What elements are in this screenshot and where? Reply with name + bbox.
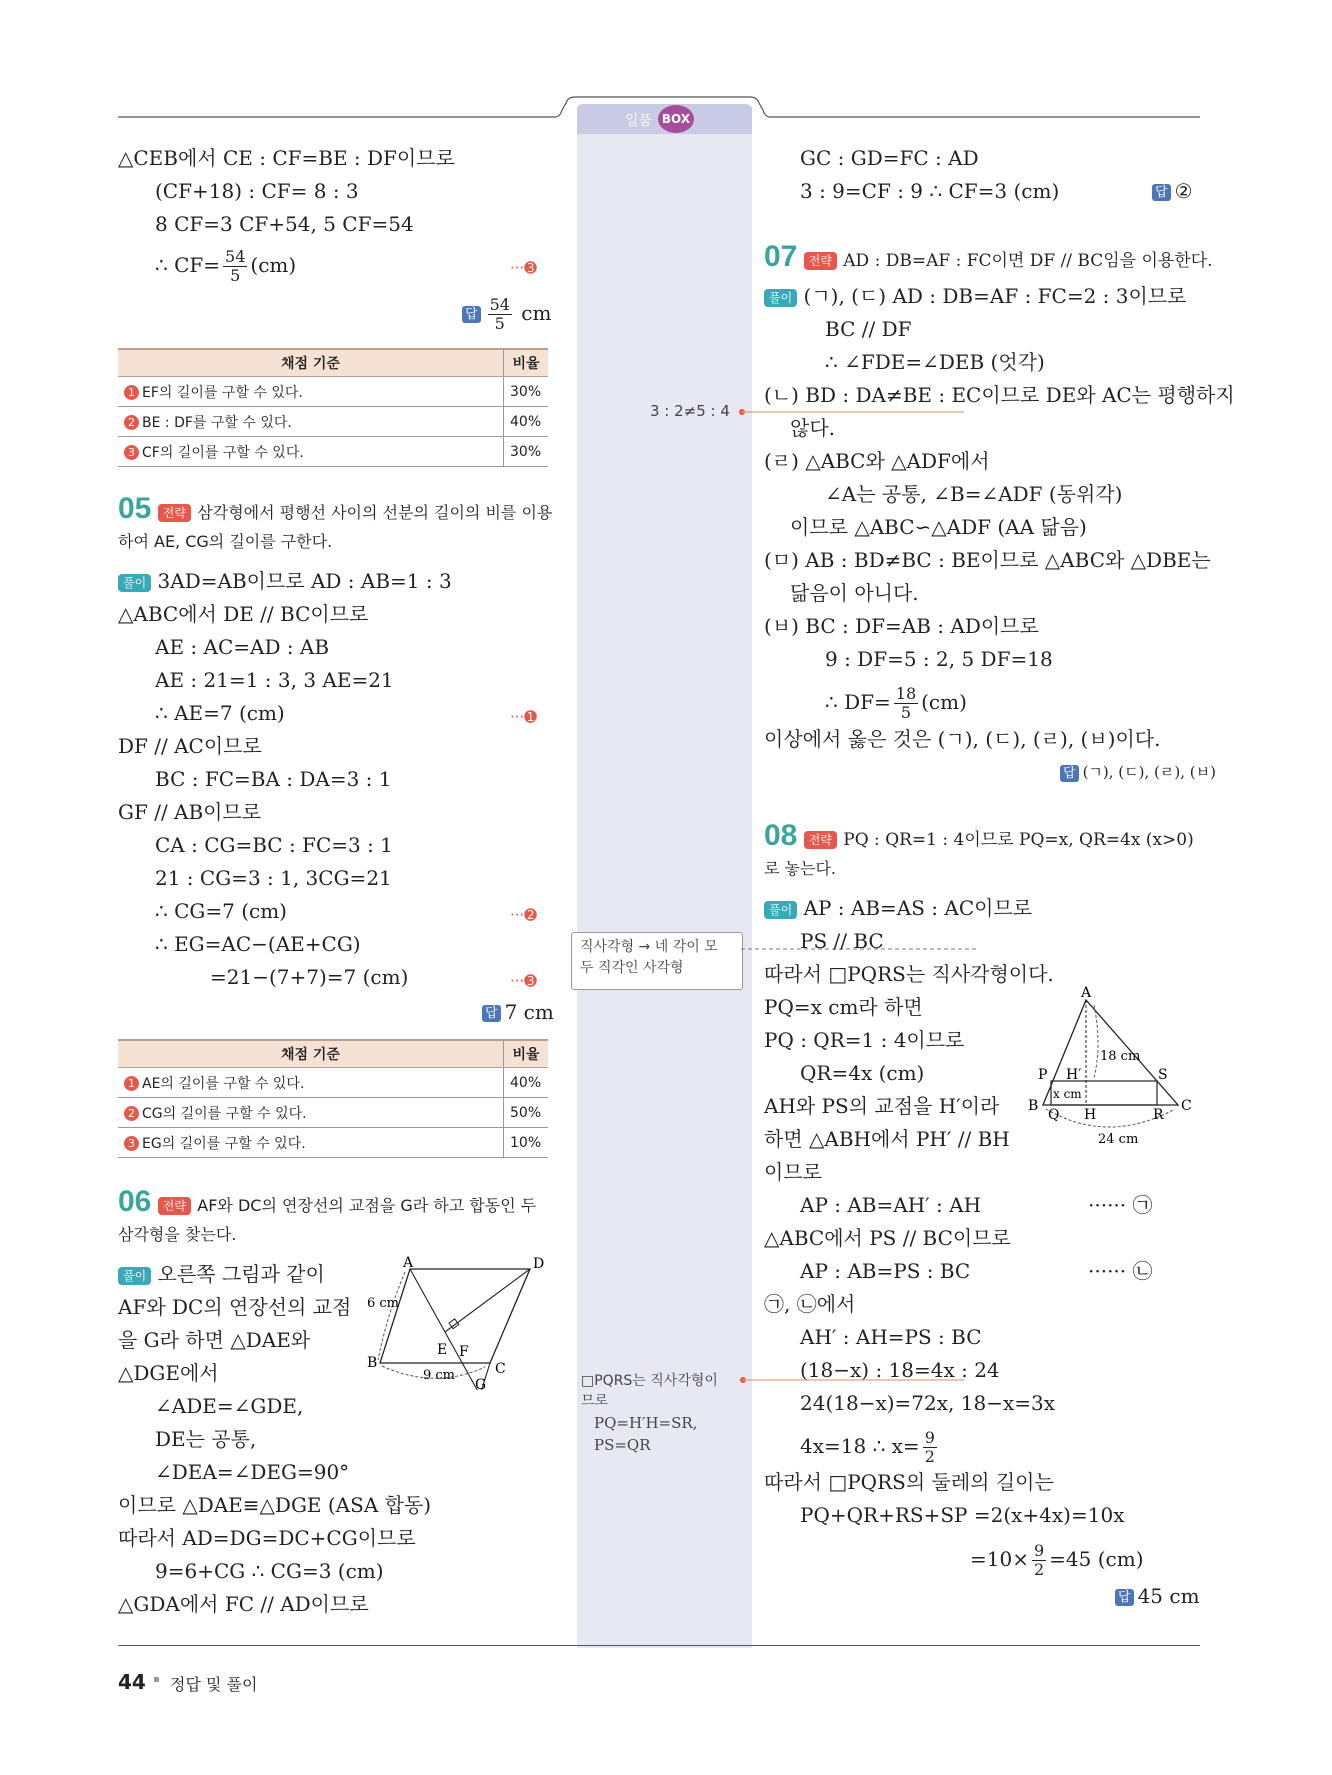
text-line: AH와 PS의 교점을 H′이라 <box>764 1094 1000 1118</box>
label-C: C <box>1181 1098 1192 1114</box>
label-A: A <box>403 1255 414 1271</box>
question-08-header: 08 전략 PQ : QR=1 : 4이므로 PQ=x, QR=4x (x>0) <box>764 819 1194 852</box>
text-line: 이상에서 옳은 것은 (ㄱ), (ㄷ), (ㄹ), (ㅂ)이다. <box>764 727 1161 751</box>
step-marker-2: ···➋ <box>510 906 537 924</box>
text-line: 8 CF=3 CF+54, 5 CF=54 <box>155 212 414 236</box>
text-line: (18−x) : 18=4x : 24 <box>800 1358 1000 1382</box>
label-18cm: 18 cm <box>1100 1049 1141 1064</box>
text-line: 풀이 (ㄱ), (ㄷ) AD : DB=AF : FC=2 : 3이므로 <box>764 284 1186 308</box>
text-line: CA : CG=BC : FC=3 : 1 <box>155 833 393 857</box>
equation-tag: ······ ㉠ <box>1088 1193 1153 1217</box>
parallelogram-figure <box>365 1255 555 1390</box>
question-07-header: 07 전략 AD : DB=AF : FC이면 DF // BC임을 이용한다. <box>764 240 1213 273</box>
text-line: DE는 공통, <box>155 1427 257 1451</box>
label-Q: Q <box>1048 1107 1060 1123</box>
text-line: 닮음이 아니다. <box>790 581 919 605</box>
text-line: (ㅂ) BC : DF=AB : AD이므로 <box>764 614 1039 638</box>
answer-tag: 답 <box>462 306 481 323</box>
step-marker-3: ···➌ <box>510 259 537 277</box>
text-line: ∴ DF= $\frac{18}{5}$ (cm) <box>825 684 967 722</box>
equation-tag: ······ ㉡ <box>1088 1259 1153 1283</box>
label-R: R <box>1153 1107 1164 1123</box>
text-line: 4x=18 ∴ x= $\frac{9}{2}$ <box>800 1428 935 1466</box>
text-line: △GDA에서 FC // AD이므로 <box>118 1592 369 1616</box>
text-line: PS // BC <box>800 929 884 953</box>
grading-table-1: 채점 기준 비율 1 EF의 길이를 구할 수 있다. 30% 2 BE : DF를 구할 수 있다. 40% 3 CF의 길이를 구할 수 있다. 30% <box>118 348 548 467</box>
triangle-rectangle-figure <box>1028 985 1198 1150</box>
text-line: △ABC에서 PS // BC이므로 <box>764 1226 1011 1250</box>
label-E: E <box>437 1342 448 1358</box>
label-S: S <box>1158 1067 1168 1083</box>
grading-table-2: 채점 기준 비율 1 AE의 길이를 구할 수 있다. 40% 2 CG의 길이를 구할 수 있다. 50% 3 EG의 길이를 구할 수 있다. 10% <box>118 1039 548 1158</box>
label-C: C <box>495 1361 506 1377</box>
text-line: BC : FC=BA : DA=3 : 1 <box>155 767 392 791</box>
footer-title: 정답 및 풀이 <box>170 1675 258 1694</box>
text-line: =21−(7+7)=7 (cm) <box>210 965 409 989</box>
answer-line: 답 7 cm <box>482 1000 554 1024</box>
header-box-badge: BOX <box>658 105 694 133</box>
text-line: 9 : DF=5 : 2, 5 DF=18 <box>825 647 1053 671</box>
text-line: 24(18−x)=72x, 18−x=3x <box>800 1391 1055 1415</box>
margin-note-rect-2: 두 직각인 사각형 <box>580 960 684 976</box>
text-line: AH′ : AH=PS : BC <box>800 1325 982 1349</box>
label-Hprime: H′ <box>1066 1067 1082 1083</box>
text-line: GF // AB이므로 <box>118 800 262 824</box>
label-G: G <box>475 1377 487 1390</box>
text-line: 따라서 □PQRS의 둘레의 길이는 <box>764 1470 1054 1494</box>
strategy-text: 로 놓는다. <box>764 859 836 878</box>
text-line: 이므로 △DAE≡△DGE (ASA 합동) <box>118 1493 432 1517</box>
text-line: =10× $\frac{9}{2}$ =45 (cm) <box>970 1541 1144 1579</box>
text-line: GC : GD=FC : AD <box>800 146 979 170</box>
answer-line: 답 (ㄱ), (ㄷ), (ㄹ), (ㅂ) <box>1060 760 1216 784</box>
text-line: △CEB에서 CE : CF=BE : DF이므로 <box>118 146 455 170</box>
question-06-header: 06 전략 AF와 DC의 연장선의 교점을 G라 하고 합동인 두 <box>118 1185 537 1218</box>
text-line: ∠A는 공통, ∠B=∠ADF (동위각) <box>825 482 1123 506</box>
dimension-6cm <box>378 1272 405 1360</box>
text-line: AE : 21=1 : 3, 3 AE=21 <box>155 668 394 692</box>
step-marker-3: ···➌ <box>510 972 537 990</box>
label-6cm: 6 cm <box>367 1296 400 1311</box>
text-line: 9=6+CG ∴ CG=3 (cm) <box>155 1559 384 1583</box>
footer-bullet <box>154 1677 159 1682</box>
text-line: AF와 DC의 연장선의 교점 <box>118 1295 352 1319</box>
label-9cm: 9 cm <box>423 1368 456 1383</box>
text-line: PQ=x cm라 하면 <box>764 995 923 1019</box>
text-line: DF // AC이므로 <box>118 734 262 758</box>
text-line: ∴ EG=AC−(AE+CG) <box>155 932 361 956</box>
text-line: (CF+18) : CF= 8 : 3 <box>155 179 359 203</box>
text-line: PQ+QR+RS+SP =2(x+4x)=10x <box>800 1503 1125 1527</box>
text-line: ㉠, ㉡에서 <box>764 1292 856 1316</box>
label-A: A <box>1081 985 1092 1001</box>
label-B: B <box>367 1355 378 1371</box>
text-line: PQ : QR=1 : 4이므로 <box>764 1028 965 1052</box>
text-line: 않다. <box>790 416 835 440</box>
text-line: ∴ CF= $\frac{54}{5}$ (cm) <box>155 247 297 285</box>
text-line: ∴ ∠FDE=∠DEB (엇각) <box>825 350 1045 374</box>
text-line: △ABC에서 DE // BC이므로 <box>118 602 369 626</box>
text-line: 21 : CG=3 : 1, 3CG=21 <box>155 866 392 890</box>
text-line: 3 : 9=CF : 9 ∴ CF=3 (cm) <box>800 179 1060 203</box>
text-line: AE : AC=AD : AB <box>155 635 330 659</box>
header-label: 일품 <box>625 113 653 129</box>
text-line: 풀이 AP : AB=AS : AC이므로 <box>764 896 1032 920</box>
step-marker-1: ···➊ <box>510 708 537 726</box>
text-line: (ㄴ) BD : DA≠BE : EC이므로 DE와 AC는 평행하지 <box>764 383 1235 407</box>
text-line: QR=4x (cm) <box>800 1061 925 1085</box>
text-line: BC // DF <box>825 317 912 341</box>
text-line: 풀이 오른쪽 그림과 같이 <box>118 1262 325 1286</box>
footer-rule <box>118 1645 1200 1646</box>
text-line: 이므로 △ABC∽△ADF (AA 닮음) <box>790 515 1087 539</box>
label-xcm: x cm <box>1053 1087 1082 1101</box>
label-B: B <box>1028 1098 1039 1114</box>
label-24cm: 24 cm <box>1098 1132 1139 1147</box>
text-line: 을 G라 하면 △DAE와 <box>118 1328 311 1352</box>
margin-note-rect-1: 직사각형 → 네 각이 모 <box>580 939 718 955</box>
page-number: 44 <box>118 1670 146 1694</box>
margin-note-pqrs-3: PQ=H′H=SR, <box>594 1414 698 1432</box>
label-H: H <box>1084 1107 1097 1123</box>
margin-note-ratio: 3 : 2≠5 : 4 <box>650 402 730 420</box>
text-line: 따라서 AD=DG=DC+CG이므로 <box>118 1526 416 1550</box>
margin-note-pqrs-2: 므로 <box>581 1393 609 1409</box>
label-P: P <box>1038 1067 1048 1083</box>
question-05-header: 05 전략 삼각형에서 평행선 사이의 선분의 길이의 비를 이용 <box>118 492 553 525</box>
label-D: D <box>533 1256 545 1272</box>
text-line: ∠DEA=∠DEG=90° <box>155 1460 350 1484</box>
text-line: ∴ AE=7 (cm) <box>155 701 285 725</box>
text-line: 하면 △ABH에서 PH′ // BH <box>764 1127 1010 1151</box>
right-angle-mark <box>449 1319 459 1329</box>
dimension-18cm <box>1094 1005 1098 1078</box>
text-line: (ㅁ) AB : BD≠BC : BE이므로 △ABC와 △DBE는 <box>764 548 1211 572</box>
margin-note-pqrs-1: □PQRS는 직사각형이 <box>581 1373 718 1389</box>
answer-line: 답 ② <box>1152 179 1193 203</box>
text-line: (ㄹ) △ABC와 △ADF에서 <box>764 449 990 473</box>
text-line: AP : AB=AH′ : AH <box>800 1193 982 1217</box>
strategy-text: 하여 AE, CG의 길이를 구한다. <box>118 532 333 551</box>
text-line: 따라서 □PQRS는 직사각형이다. <box>764 962 1054 986</box>
text-line: △DGE에서 <box>118 1361 219 1385</box>
text-line: 이므로 <box>764 1160 822 1184</box>
text-line: ∠ADE=∠GDE, <box>155 1394 304 1418</box>
margin-note-pqrs-4: PS=QR <box>594 1436 651 1454</box>
strategy-text: 삼각형을 찾는다. <box>118 1225 237 1244</box>
text-line: AP : AB=PS : BC <box>800 1259 971 1283</box>
label-F: F <box>459 1344 469 1360</box>
text-line: 풀이 3AD=AB이므로 AD : AB=1 : 3 <box>118 569 452 593</box>
text-line: ∴ CG=7 (cm) <box>155 899 287 923</box>
answer-line: 답 $\frac{54}{5}$ cm <box>462 296 551 333</box>
answer-line: 답 45 cm <box>1115 1584 1200 1608</box>
